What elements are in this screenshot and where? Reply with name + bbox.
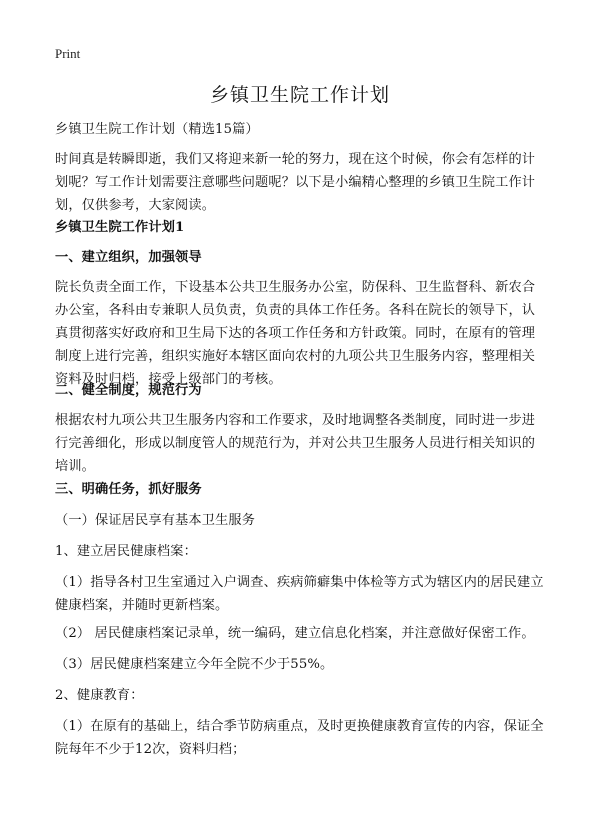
item-paragraph-1-3: （3）居民健康档案建立今年全院不少于55%。 bbox=[55, 657, 334, 672]
intro-paragraph: 时间真是转瞬即逝，我们又将迎来新一轮的努力，现在这个时候，你会有怎样的计划呢？写工作计划需要注意哪些问题呢？以下是小编精心整理的乡镇卫生院工作计划，仅供参考，大家阅读。 bbox=[55, 152, 536, 213]
item-heading-1: 1、建立居民健康档案： bbox=[55, 544, 197, 559]
document-subtitle: 乡镇卫生院工作计划（精选15篇） bbox=[55, 122, 259, 137]
plan-heading: 乡镇卫生院工作计划1 bbox=[55, 220, 185, 235]
print-link[interactable]: Print bbox=[55, 46, 81, 61]
section-heading-1: 一、建立组织，加强领导 bbox=[55, 250, 202, 265]
section-heading-2: 二、健全制度，规范行为 bbox=[55, 383, 202, 398]
item-paragraph-1-1: （1）指导各村卫生室通过入户调查、疾病筛癖集中体检等方式为辖区内的居民建立健康档案，并随时更新档案。 bbox=[55, 575, 544, 613]
item-paragraph-2-1: （1）在原有的基础上，结合季节防病重点，及时更换健康教育宣传的内容，保证全院每年不少于12次，资料归档； bbox=[55, 719, 544, 757]
section-body-1: 院长负责全面工作，下设基本公共卫生服务办公室，防保科、卫生监督科、新农合办公室，各科由专兼职人员负责，负责的具体工作任务。各科在院长的领导下，认真贯彻落实好政府和卫生局下达的各项工作任务和方针政策。同时，在原有的管理制度上进行完善，组织实施好本辖区面向农村的九项公共卫生服务内容，整理相关资料及时归档，接受上级部门的考核。 bbox=[55, 280, 536, 387]
page-title: 乡镇卫生院工作计划 bbox=[209, 84, 390, 106]
item-heading-2: 2、健康教育： bbox=[55, 688, 144, 703]
section-heading-3: 三、明确任务，抓好服务 bbox=[55, 482, 202, 497]
item-paragraph-1-2: （2） 居民健康档案记录单，统一编码，建立信息化档案，并注意做好保密工作。 bbox=[55, 626, 535, 641]
section-body-2: 根据农村九项公共卫生服务内容和工作要求，及时地调整各类制度，同时进一步进行完善细化，形成以制度管人的规范行为，并对公共卫生服务人员进行相关知识的培训。 bbox=[55, 413, 536, 474]
subsection-heading-1: （一）保证居民享有基本卫生服务 bbox=[55, 513, 256, 528]
